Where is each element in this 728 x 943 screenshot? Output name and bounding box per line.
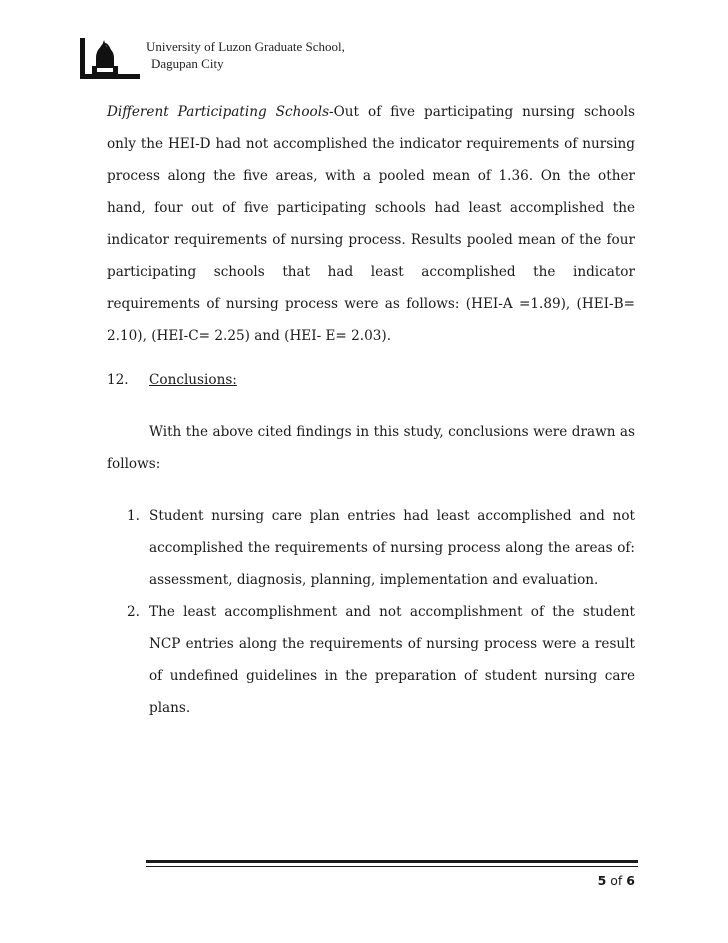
list-item-text: The least accomplishment and not accomplishment of the student NCP entries along the requirements of nursing process were a result of undefined guidelines in the preparation of student nursing care plans. (149, 604, 635, 716)
paragraph-participating-schools (107, 96, 635, 352)
header-institution (146, 38, 345, 72)
footer-rule-thin (146, 866, 638, 867)
university-logo (80, 36, 140, 80)
list-item (107, 596, 635, 724)
body-content (107, 96, 635, 724)
page-current: 5 (597, 873, 607, 888)
page-total: 6 (626, 873, 635, 888)
paragraph-text: Out of five participating nursing schools only the HEI-D had not accomplished the indicator requirements of nursing process along the five areas, with a pooled mean of 1.36. On the other hand, four out of five participating schools had least accomplished the indicator requirements of nursing process. Results pooled mean of the four participating schools that had least accomplished the indicator requirements of nursing process were as follows: (HEI-A =1.89), (HEI-B= 2.10), (HEI-C= 2.25) and (HEI- E= 2.03). (107, 104, 635, 344)
conclusions-list (107, 500, 635, 724)
list-item (107, 500, 635, 596)
conclusions-intro: With the above cited findings in this study, conclusions were drawn as follows: (107, 424, 635, 472)
page-of: of (610, 873, 623, 888)
footer-rule-thick (146, 860, 638, 863)
section-title: Conclusions: (149, 372, 237, 388)
list-item-text: Student nursing care plan entries had least accomplished and not accomplished the requirements of nursing process along the areas of: assessment, diagnosis, planning, implementation and evaluation. (149, 508, 635, 588)
section-number: 12. (107, 372, 129, 388)
institution-city: Dagupan City (151, 56, 224, 71)
page-number (598, 873, 635, 888)
list-item-number: 1. (127, 508, 140, 524)
section-heading (107, 364, 635, 396)
list-item-number: 2. (127, 604, 140, 620)
paragraph-lead: Different Participating Schools- (107, 104, 334, 120)
institution-name: University of Luzon Graduate School, (146, 39, 345, 54)
